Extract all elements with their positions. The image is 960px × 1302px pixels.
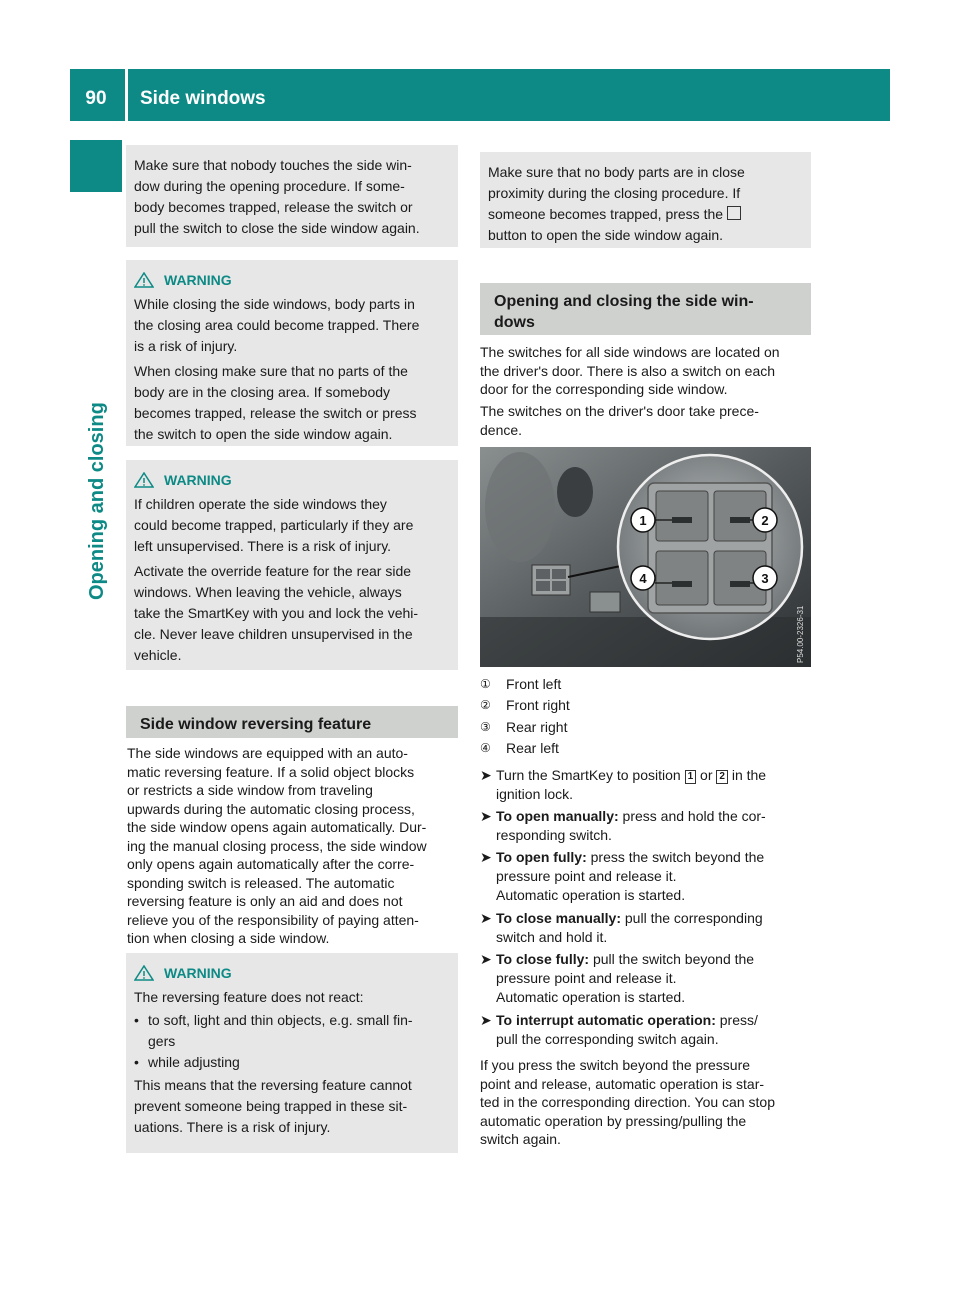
legend-item [480, 717, 567, 738]
step-arrow-icon: ➤ [480, 767, 492, 783]
photo-code: P54.00-2326-31 [796, 605, 805, 663]
paragraph-line: only opens again automatically after the corre- [127, 856, 415, 872]
note-line: button to open the side window again. [488, 227, 724, 243]
paragraph-line: the driver's door. There is also a switch on each [480, 362, 776, 379]
paragraph-line: If you press the switch beyond the pressure [480, 1057, 751, 1073]
step-label: To open fully: [496, 849, 587, 865]
step-text: pressure point and release it. [496, 868, 677, 884]
closing-paragraph [480, 1056, 814, 1149]
warning-line: the closing area could become trapped. There [134, 317, 420, 333]
warning-line: could become trapped, particularly if they are [134, 517, 414, 533]
note-line [488, 204, 803, 225]
step-arrow-icon: ➤ [480, 951, 492, 967]
warning-line: Activate the override feature for the rear side [134, 563, 412, 579]
step-label: To interrupt automatic operation: [496, 1012, 716, 1028]
paragraph [480, 402, 814, 439]
step-text: or [700, 767, 713, 783]
page-title: Side windows [140, 88, 266, 109]
warning-line: While closing the side windows, body parts in [134, 296, 415, 312]
callout-1 [631, 508, 655, 532]
callout-label: 4 [639, 571, 647, 586]
step-label: To close fully: [496, 951, 590, 967]
warning-line: When closing make sure that no parts of the [134, 363, 408, 379]
instruction-step [480, 807, 814, 845]
step-arrow-icon: ➤ [480, 910, 492, 926]
chapter-marker [70, 140, 122, 192]
section-heading [480, 283, 811, 335]
note-box [126, 145, 458, 247]
step-text: ignition lock. [496, 786, 574, 802]
section-heading-line: dows [494, 314, 535, 331]
warning-line: body are in the closing area. If somebody [134, 384, 391, 400]
note-line: proximity during the closing procedure. If [488, 185, 741, 201]
warning-heading [134, 965, 450, 981]
note-line: pull the switch to close the side window again. [134, 220, 420, 236]
warning-line: The reversing feature does not react: [134, 989, 364, 1005]
warning-line: vehicle. [134, 647, 182, 663]
legend-text: Front right [506, 697, 570, 713]
callout-label: 3 [761, 571, 769, 586]
step-arrow-icon: ➤ [480, 1012, 492, 1028]
note-line: Make sure that nobody touches the side win- [134, 157, 412, 173]
instruction-step [480, 848, 814, 905]
step-text: responding switch. [496, 827, 612, 843]
step-text: pull the corresponding switch again. [496, 1031, 719, 1047]
chapter-tab-label: Opening and closing [86, 402, 108, 600]
warning-box [126, 260, 458, 446]
step-text: switch and hold it. [496, 929, 608, 945]
callout-label: 1 [639, 513, 647, 528]
paragraph-line: matic reversing feature. If a solid object blocks [127, 763, 415, 780]
warning-line: the switch to open the side window again. [134, 426, 393, 442]
page-number: 90 [85, 88, 107, 109]
door-switch-illustration [480, 447, 811, 667]
window-button-icon [727, 206, 741, 220]
step-text: Turn the SmartKey to position [496, 767, 681, 783]
legend-text: Rear right [506, 719, 568, 735]
paragraph-line: The switches on the driver's door take prece- [480, 403, 759, 419]
legend-number: ③ [480, 720, 491, 734]
instruction-step [480, 766, 814, 804]
note-line: body becomes trapped, release the switch or [134, 199, 413, 215]
step-text: press the switch beyond the [590, 849, 765, 865]
bullet-item [134, 1052, 450, 1073]
warning-triangle-icon [134, 272, 154, 288]
warning-line: windows. When leaving the vehicle, always [134, 584, 402, 600]
legend-text: Front left [506, 676, 562, 692]
callout-4 [631, 566, 655, 590]
paragraph-line: ing the manual closing process, the side window [127, 837, 427, 854]
paragraph-line: or restricts a side window from traveling [127, 782, 373, 798]
warning-heading [134, 472, 450, 488]
warning-line: If children operate the side windows they [134, 496, 387, 512]
bullet-text: gers [148, 1033, 176, 1049]
note-text: someone becomes trapped, press the [488, 206, 724, 222]
note-line: Make sure that no body parts are in close [488, 164, 745, 180]
paragraph-line: ted in the corresponding direction. You can stop [480, 1094, 775, 1110]
warning-triangle-icon [134, 965, 154, 981]
paragraph-line: relieve you of the responsibility of paying atten- [127, 911, 419, 928]
legend-item [480, 695, 570, 716]
warning-line: left unsupervised. There is a risk of injury. [134, 538, 392, 554]
warning-heading [134, 272, 450, 288]
step-text: press and hold the cor- [622, 808, 766, 824]
paragraph-line: point and release, automatic operation is star- [480, 1075, 765, 1092]
section-heading-line: Opening and closing the side win- [494, 293, 754, 310]
section-paragraph [127, 744, 461, 948]
legend-text: Rear left [506, 740, 559, 756]
paragraph-line: dence. [480, 421, 523, 438]
step-text: Automatic operation is started. [496, 989, 686, 1005]
paragraph-line: upwards during the automatic closing process, [127, 800, 415, 817]
legend-item [480, 674, 561, 695]
step-text: pull the switch beyond the [592, 951, 755, 967]
step-text: in the [731, 767, 767, 783]
bullet-icon: • [134, 1012, 139, 1028]
bullet-text: while adjusting [148, 1054, 240, 1070]
section-heading: Side window reversing feature [126, 706, 458, 738]
warning-line: uations. There is a risk of injury. [134, 1119, 331, 1135]
paragraph-line: switch again. [480, 1131, 561, 1147]
note-line: dow during the opening procedure. If some- [134, 178, 405, 194]
warning-triangle-icon [134, 472, 154, 488]
key-position-1: 1 [685, 770, 697, 784]
callout-2 [753, 508, 777, 532]
warning-label: WARNING [164, 965, 232, 981]
paragraph-line: reversing feature is only an aid and does not [127, 893, 403, 909]
key-position-2: 2 [716, 770, 728, 784]
warning-box [126, 460, 458, 670]
warning-label: WARNING [164, 472, 232, 488]
note-box [480, 152, 811, 248]
legend-number: ④ [480, 741, 491, 755]
warning-line: cle. Never leave children unsupervised in the [134, 626, 413, 642]
step-text: press/ [719, 1012, 758, 1028]
step-text: Automatic operation is started. [496, 887, 686, 903]
callout-3 [753, 566, 777, 590]
warning-line: becomes trapped, release the switch or press [134, 405, 417, 421]
step-text: pull the corresponding [624, 910, 763, 926]
step-label: To close manually: [496, 910, 621, 926]
paragraph-line: door for the corresponding side window. [480, 381, 728, 397]
step-text: pressure point and release it. [496, 970, 677, 986]
legend-number: ② [480, 698, 491, 712]
callout-label: 2 [761, 513, 769, 528]
paragraph-line: the side window opens again automatically. Dur- [127, 819, 427, 835]
step-label: To open manually: [496, 808, 619, 824]
instruction-step [480, 1011, 814, 1049]
warning-line: take the SmartKey with you and lock the vehi- [134, 605, 419, 621]
paragraph-line: The switches for all side windows are located on [480, 344, 780, 360]
paragraph-line: The side windows are equipped with an auto- [127, 745, 408, 761]
bullet-icon: • [134, 1054, 139, 1070]
header-divider [125, 69, 128, 121]
legend-item [480, 738, 559, 759]
warning-line: This means that the reversing feature cannot [134, 1077, 412, 1093]
instruction-step [480, 909, 814, 947]
paragraph [480, 343, 814, 399]
paragraph-line: tion when closing a side window. [127, 930, 330, 946]
bullet-text: to soft, light and thin objects, e.g. small fin- [148, 1012, 413, 1028]
instruction-step [480, 950, 814, 1007]
paragraph-line: automatic operation by pressing/pulling the [480, 1112, 747, 1129]
legend-number: ① [480, 677, 491, 691]
warning-line: prevent someone being trapped in these sit- [134, 1098, 408, 1114]
warning-label: WARNING [164, 272, 232, 288]
warning-box [126, 953, 458, 1153]
door-switch-photo [480, 447, 811, 667]
step-arrow-icon: ➤ [480, 849, 492, 865]
warning-line: is a risk of injury. [134, 338, 238, 354]
step-arrow-icon: ➤ [480, 808, 492, 824]
paragraph-line: sponding switch is released. The automatic [127, 874, 395, 891]
bullet-item [134, 1010, 450, 1052]
